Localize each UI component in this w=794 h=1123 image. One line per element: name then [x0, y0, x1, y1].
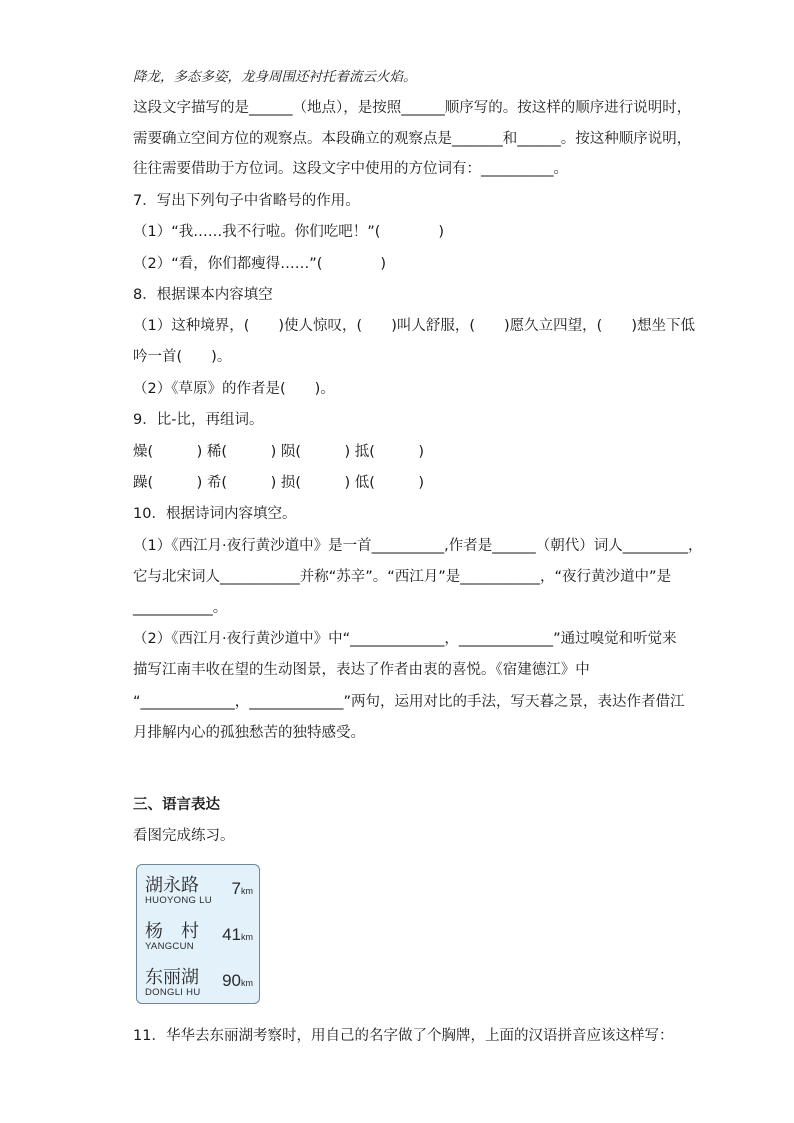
question-10-title: 10．根据诗词内容填空。 [133, 506, 297, 522]
distance-value: 90km [222, 971, 253, 990]
text-line: （1）《西江月·夜行黄沙道中》是一首__________,作者是______（朝代）词人_________， [133, 538, 703, 554]
text-line: （2）《西江月·夜行黄沙道中》中“_____________，_____________”通过嗅觉和听觉来 [133, 631, 677, 647]
place-pinyin: DONGLI HU [145, 987, 201, 998]
place-pinyin: HUOYONG LU [145, 895, 212, 906]
text-line: “_____________，_____________”两句，运用对比的手法，写天暮之景，表达作者借江 [133, 694, 685, 710]
text-line: 降龙，多态多姿，龙身周围还衬托着流云火焰。 [133, 69, 417, 85]
section-heading: 三、语言表达 [133, 797, 220, 813]
sign-row [143, 871, 255, 911]
road-sign-image [136, 864, 260, 1004]
word-pair-row: 燥( ) 稀( ) 陨( ) 抵( ) [133, 444, 425, 460]
sign-row [143, 917, 255, 957]
distance-value: 7km [231, 879, 253, 898]
question-7-title: 7．写出下列句子中省略号的作用。 [133, 193, 360, 209]
text-line: ___________。 [133, 600, 228, 616]
text-line: 需要确立空间方位的观察点。本段确立的观察点是_______和______。按这种顺序说明， [133, 131, 692, 147]
place-pinyin: YANGCUN [145, 941, 194, 952]
text-line: 描写江南丰收在望的生动图景，表达了作者由衷的喜悦。《宿建德江》中 [133, 662, 590, 678]
text-line: 往往需要借助于方位词。这段文字中使用的方位词有：__________。 [133, 161, 568, 177]
instruction-line: 看图完成练习。 [133, 828, 235, 844]
question-8-title: 8．根据课本内容填空 [133, 287, 273, 303]
place-name: 东丽湖 [145, 967, 199, 988]
text-line: （1）这种境界，( )使人惊叹，( )叫人舒服，( )愿久立四望，( )想坐下低 [133, 318, 695, 334]
text-line: 这段文字描写的是______（地点），是按照______顺序写的。按这样的顺序进行说明时， [133, 100, 692, 116]
distance-value: 41km [222, 925, 253, 944]
sign-row [143, 963, 255, 1003]
question-9-title: 9．比-比，再组词。 [133, 412, 264, 428]
text-line: 吟一首( )。 [133, 349, 232, 365]
text-line: 月排解内心的孤独愁苦的独特感受。 [133, 725, 365, 741]
question-11-title: 11．华华去东丽湖考察时，用自己的名字做了个胸牌，上面的汉语拼音应该这样写： [133, 1028, 674, 1044]
text-line: （1）“我……我不行啦。你们吃吧！”( ) [133, 224, 445, 240]
text-line: （2）《草原》的作者是( )。 [133, 381, 335, 397]
word-pair-row: 躁( ) 希( ) 损( ) 低( ) [133, 475, 425, 491]
text-line: （2）“看，你们都瘦得……”( ) [133, 256, 387, 272]
place-name: 湖永路 [145, 875, 199, 896]
text-line: 它与北宋词人___________并称“苏辛”。“西江月”是___________，“夜行黄沙道中”是 [133, 569, 672, 585]
place-name: 杨 村 [145, 921, 199, 942]
